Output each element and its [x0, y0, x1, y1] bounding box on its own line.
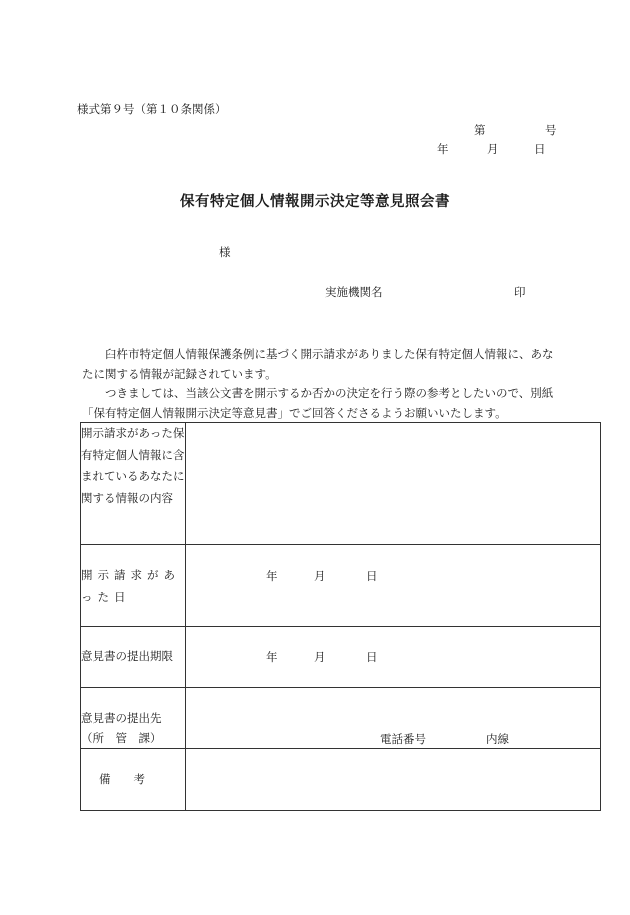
row-value-remarks[interactable] — [186, 749, 601, 811]
doc-date-day: 日 — [534, 142, 546, 156]
form-number: 様式第９号（第１０条関係） — [77, 102, 227, 116]
deadline-month: 月 — [314, 650, 326, 664]
info-table — [80, 422, 601, 811]
seal-mark: 印 — [514, 285, 526, 299]
row-label-submission — [81, 688, 186, 749]
deadline-year: 年 — [266, 650, 278, 664]
request-month: 月 — [314, 569, 326, 583]
row-label-deadline: 意見書の提出期限 — [81, 627, 186, 688]
table-row — [81, 423, 601, 545]
row-label-request-date: 開示請求があった日 — [81, 545, 186, 627]
deadline-day: 日 — [366, 650, 378, 664]
doc-date-month: 月 — [487, 142, 499, 156]
addressee-suffix: 様 — [219, 245, 231, 259]
row-label-info-content: 開示請求があった保有特定個人情報に含まれているあなたに関する情報の内容 — [81, 423, 186, 545]
row-value-deadline[interactable] — [186, 627, 601, 688]
doc-date-year: 年 — [437, 142, 449, 156]
submission-label-line1: 意見書の提出先 — [81, 711, 162, 725]
request-year: 年 — [266, 569, 278, 583]
body-paragraph-1: 臼杵市特定個人情報保護条例に基づく開示請求がありました保有特定個人情報に、あなたに関する情報が記録されています。 — [82, 347, 554, 381]
row-value-request-date[interactable] — [186, 545, 601, 627]
row-label-remarks: 備 考 — [81, 749, 186, 811]
table-row — [81, 688, 601, 749]
request-day: 日 — [366, 569, 378, 583]
extension-label: 内線 — [486, 732, 509, 746]
phone-label: 電話番号 — [380, 732, 426, 746]
table-row — [81, 749, 601, 811]
agency-name-label: 実施機関名 — [325, 285, 383, 299]
table-row — [81, 545, 601, 627]
doc-number-suffix: 号 — [545, 123, 557, 137]
doc-number-prefix: 第 — [474, 123, 486, 137]
submission-label-line2: （所 管 課） — [81, 731, 162, 745]
body-paragraph-2: つきましては、当該公文書を開示するか否かの決定を行う際の参考としたいので、別紙「保有特定個人情報開示決定等意見書」でご回答くださるようお願いいたします。 — [82, 386, 554, 420]
row-value-info-content[interactable] — [186, 423, 601, 545]
body-text — [82, 345, 557, 423]
document-title: 保有特定個人情報開示決定等意見照会書 — [180, 194, 450, 210]
row-value-submission[interactable] — [186, 688, 601, 749]
table-row — [81, 627, 601, 688]
